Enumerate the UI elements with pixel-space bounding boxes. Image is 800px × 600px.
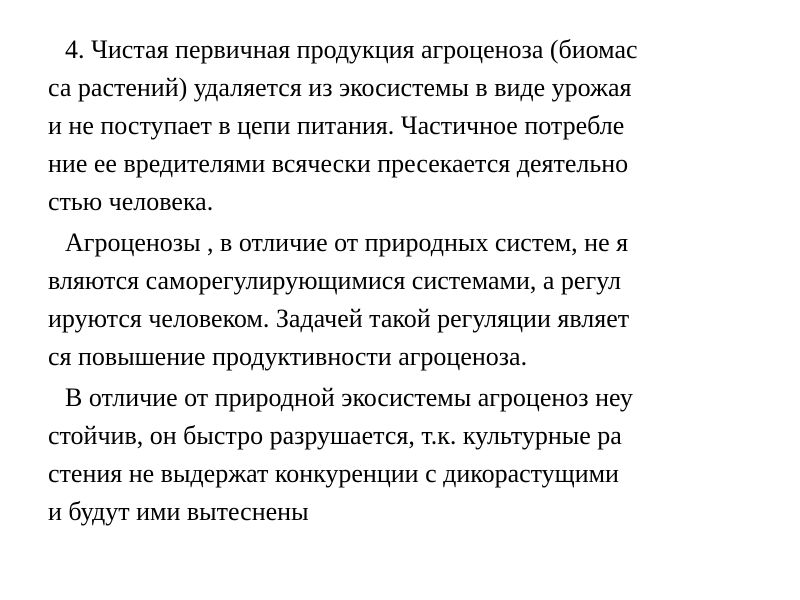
text-line: ся повышение продуктивности агроценоза. — [48, 342, 528, 371]
text-line: са растений) удаляется из экосистемы в виде урожая — [48, 73, 632, 102]
text-line: ние ее вредителями всячески пресекается деятельно — [48, 149, 629, 178]
text-line: 4. Чистая первичная продукция агроценоза (биомас — [65, 35, 638, 64]
paragraph-3 — [48, 379, 768, 531]
text-line: В отличие от природной экосистемы агроценоз неу — [65, 383, 633, 412]
text-line: вляются саморегулирующимися системами, а регул — [48, 266, 621, 295]
text-line: стойчив, он быстро разрушается, т.к. культурные ра — [48, 421, 622, 450]
text-line: Агроценозы , в отличие от природных систем, не я — [65, 228, 629, 257]
text-body — [48, 31, 768, 534]
text-line: и не поступает в цепи питания. Частичное потребле — [48, 111, 625, 140]
text-line: стения не выдержат конкуренции с дикорастущими — [48, 459, 619, 488]
text-line: стью человека. — [48, 187, 214, 216]
paragraph-2 — [48, 224, 768, 376]
paragraph-1 — [48, 31, 768, 221]
text-line: и будут ими вытеснены — [48, 497, 309, 526]
text-line: ируются человеком. Задачей такой регуляции являет — [48, 304, 630, 333]
